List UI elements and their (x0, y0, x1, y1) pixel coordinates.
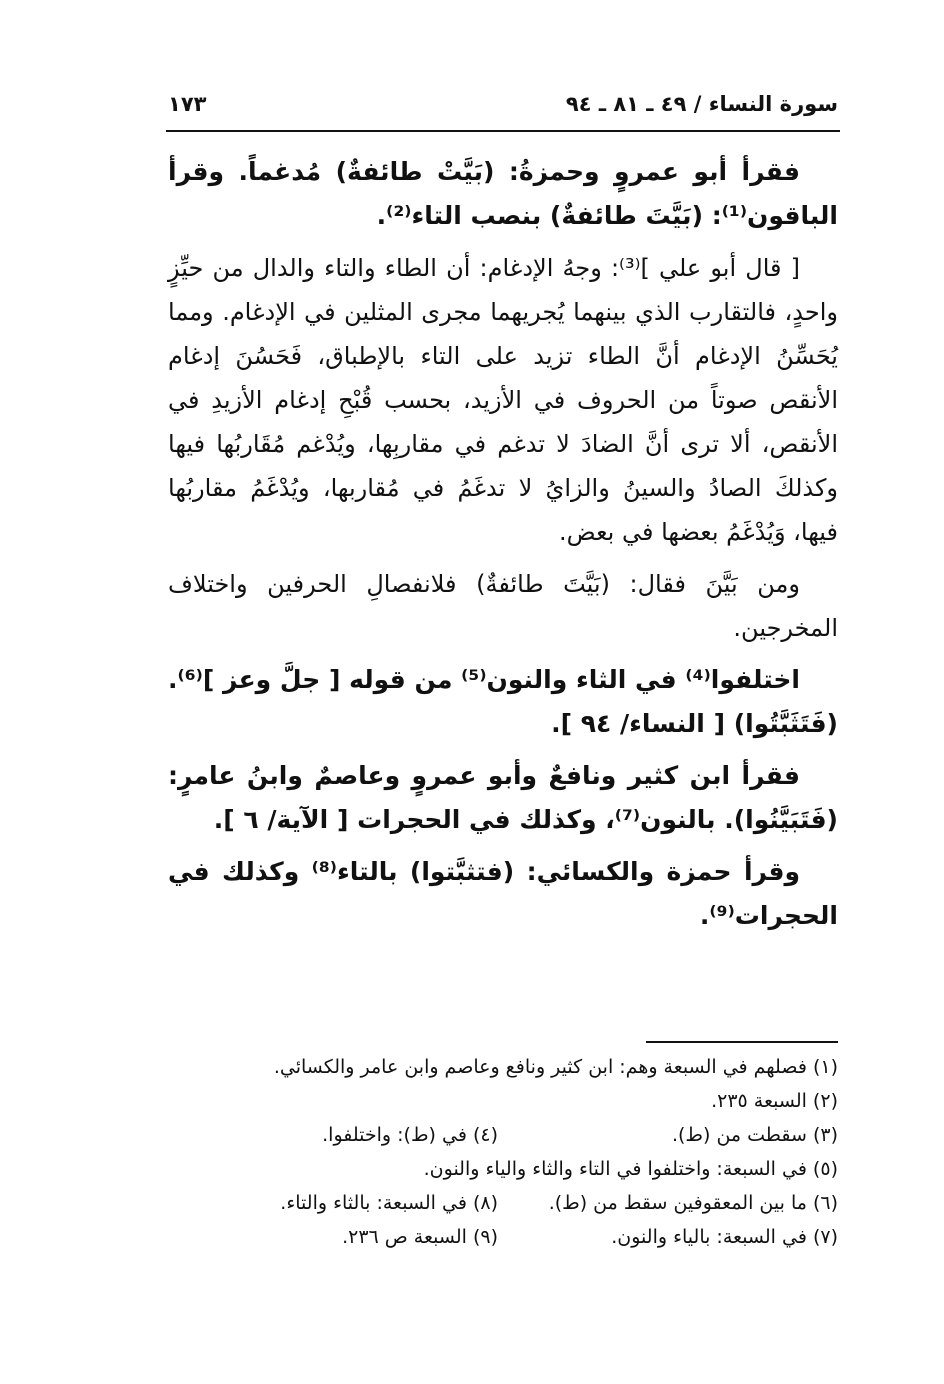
header-divider (166, 130, 840, 132)
footnote-8: (٨) في السبعة: بالثاء والتاء. (280, 1192, 498, 1214)
page-number: ١٧٣ (168, 92, 207, 116)
footnote-5: (٥) في السبعة: واختلفوا في التاء والثاء والياء والنون. (423, 1158, 838, 1180)
footnote-6: (٦) ما بين المعقوفين سقط من (ط). (548, 1192, 838, 1214)
footnotes (168, 1050, 838, 1254)
running-header (168, 92, 838, 128)
footnote-row (168, 1084, 838, 1118)
paragraph-ikhtilaf: اختلفوا⁽⁴⁾ في الثاء والنون⁽⁵⁾ من قوله [ جلَّ وعز ]⁽⁶⁾. (فَتَثَبَّتُوا) [ النساء/ ٩٤ ]. (168, 665, 838, 738)
main-text (168, 150, 838, 946)
paragraph-hamza-reading: وقرأ حمزة والكسائي: (فتثبَّتوا) بالتاء⁽⁸⁾ وكذلك في الحجرات⁽⁹⁾. (168, 857, 838, 930)
footnote-3: (٣) سقطت من (ط). (671, 1124, 838, 1146)
paragraph-bayyana: ومن بَيَّنَ فقال: (بَيَّتَ طائفةٌ) فلانفصالِ الحرفين واختلاف المخرجين. (168, 570, 838, 642)
footnote-2: (٢) السبعة ٢٣٥. (711, 1090, 838, 1112)
footnote-9: (٩) السبعة ص ٢٣٦. (342, 1226, 498, 1248)
running-title: سورة النساء / ٤٩ ـ ٨١ ـ ٩٤ (565, 92, 838, 116)
footnote-7: (٧) في السبعة: بالياء والنون. (611, 1226, 838, 1248)
footnote-row (168, 1118, 838, 1152)
footnote-row (168, 1186, 838, 1220)
footnote-row (168, 1152, 838, 1186)
paragraph-abu-ali-commentary: [ قال أبو علي ]⁽³⁾: وجهُ الإدغام: أن الطاء والتاء والدال من حيِّزٍ واحدٍ، فالتقارب الذي بينهما يُجريهما مجرى المثلين في الإدغام. ومما يُحَسِّنُ الإدغام أنَّ الطاء تزيد على التاء بالإطباق، فَحَسُنَ إدغام الأنقص صوتاً من الحروف في الأزيد، بحسب قُبْحِ إدغام الأزيدِ في الأنقص، ألا ترى أنَّ الضادَ لا تدغم في مقاربِها، ويُدْغم مُقَاربُها فيها وكذلكَ الصادُ والسينُ والزايُ لا تدغَمُ في مُقاربها، ويُدْغَمُ مقاربُها فيها، وَيُدْغَمُ بعضها في بعض. (168, 254, 838, 546)
footnote-divider (646, 1041, 838, 1043)
paragraph-reading-idgham: فقرأ أبو عمروٍ وحمزةُ: (بَيَّتْ طائفةٌ) مُدغماً. وقرأ الباقون⁽¹⁾: (بَيَّتَ طائفةٌ) بنصب التاء⁽²⁾. (168, 157, 838, 230)
footnote-row (168, 1050, 838, 1084)
footnote-4: (٤) في (ط): واختلفوا. (322, 1124, 498, 1146)
footnote-1: (١) فصلهم في السبعة وهم: ابن كثير ونافع وعاصم وابن عامر والكسائي. (273, 1056, 838, 1078)
footnote-row (168, 1220, 838, 1254)
paragraph-ibn-kathir-reading: فقرأ ابن كثير ونافعٌ وأبو عمروٍ وعاصمٌ وابنُ عامرٍ: (فَتَبَيَّنُوا). بالنون⁽⁷⁾، وكذلك في الحجرات [ الآية/ ٦ ]. (168, 761, 838, 834)
